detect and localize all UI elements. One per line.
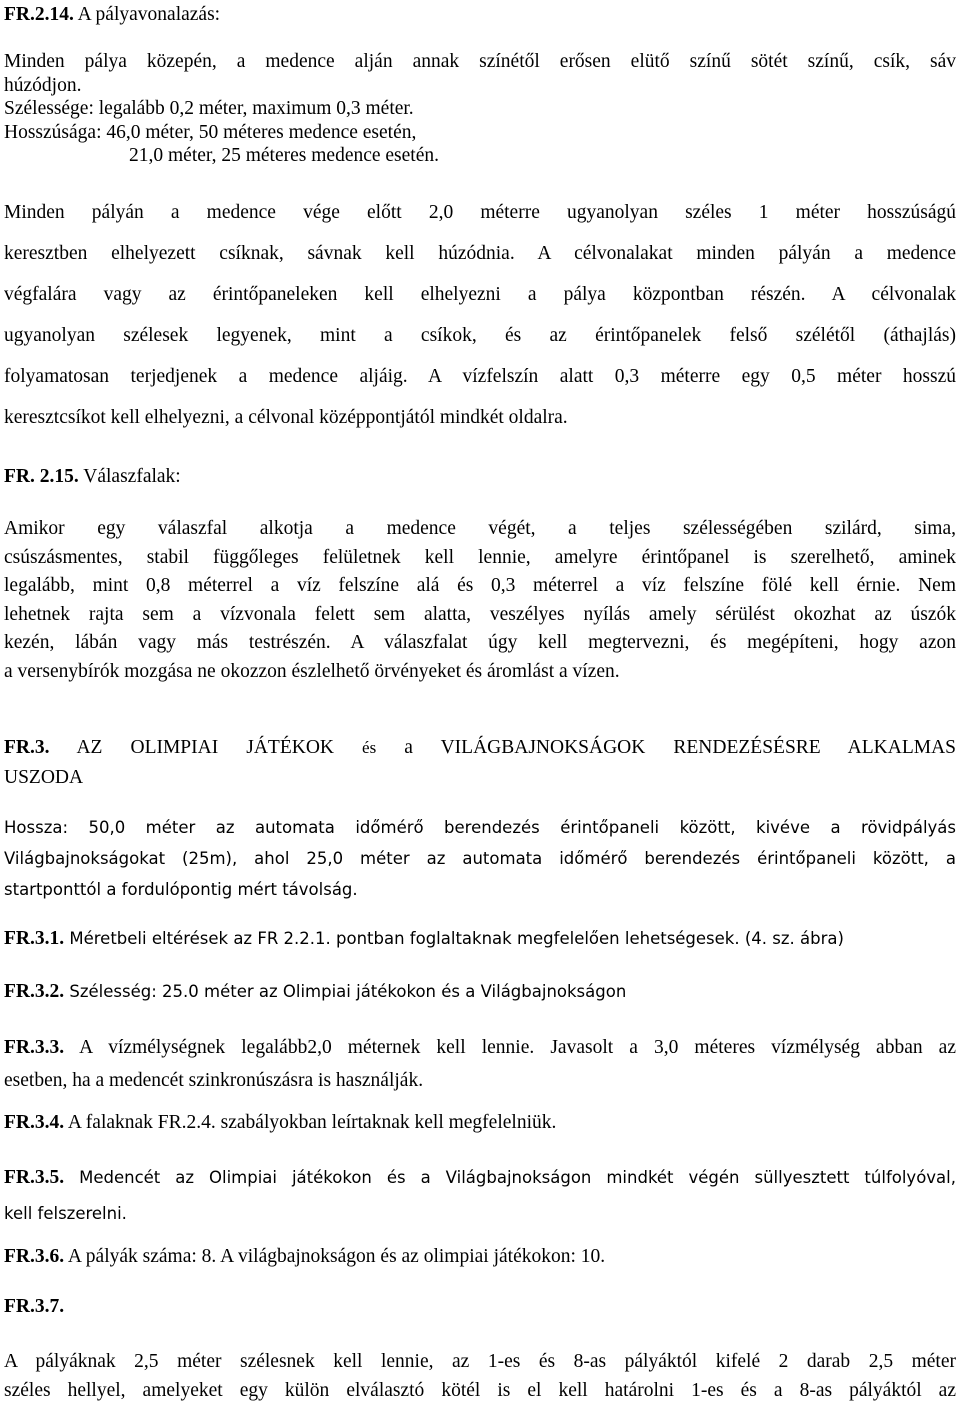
text-line: végfalára vagy az érintőpaneleken kell elhelyezni a pálya központban részén. A célvonalak [4, 284, 956, 305]
item-fr-3-6 [4, 1246, 956, 1268]
section-number: FR.3.3. [4, 1037, 65, 1058]
text-line: Világbajnokságokat (25m), ahol 25,0 méter az automata időmérő berendezés érintőpaneli között, a [4, 849, 956, 868]
section-number: FR.3.1. [4, 928, 65, 949]
paragraph-fr-2-15 [4, 515, 956, 687]
item-fr-3-4 [4, 1112, 956, 1134]
item-fr-3-7 [4, 1296, 956, 1318]
item-text: Szélesség: 25.0 méter az Olimpiai játékokon és a Világbajnokságon [64, 982, 627, 1001]
text-line: A pályáknak 2,5 méter szélesnek kell lennie, az 1-es és 8-as pályáktól kifelé 2 darab 2,5 méter [4, 1351, 956, 1372]
item-text: Medencét az Olimpiai játékokon és a Világbajnokságon mindkét végén süllyesztett túlfolyóval, [64, 1168, 956, 1187]
text-line: Szélessége: legalább 0,2 méter, maximum 0,3 méter. [4, 98, 414, 119]
text-line: Minden pályán a medence vége előtt 2,0 méterre ugyanolyan széles 1 méter hosszúságú [4, 202, 956, 223]
text-line: Minden pálya közepén, a medence alján annak színétől erősen elütő színű sötét színű, csík, sáv [4, 51, 956, 72]
paragraph-fr-2-14-lines [4, 192, 956, 438]
section-number: FR.3.6. [4, 1246, 65, 1267]
section-title: A pályavonalazás: [73, 4, 221, 25]
section-heading-fr-3 [4, 733, 956, 793]
item-text: A vízmélységnek legalább2,0 méternek kell lennie. Javasolt a 3,0 méteres vízmélység abban az [64, 1037, 956, 1058]
text-line: csúszásmentes, stabil függőleges felületnek kell lennie, amelyre érintőpanel is szerelhető, aminek [4, 546, 956, 568]
section-number: FR.3.7. [4, 1296, 65, 1317]
text-line: húzódjon. [4, 74, 82, 96]
section-title-continued: USZODA [4, 767, 84, 788]
paragraph-hossza [4, 812, 956, 905]
section-number: FR.3.2. [4, 981, 65, 1002]
paragraph-fr-2-14-stripe [4, 50, 956, 168]
item-text: A falaknak FR.2.4. szabályokban leírtaknak kell megfelelniük. [64, 1112, 557, 1133]
section-heading-fr-2-15 [4, 466, 956, 488]
section-number: FR.3.4. [4, 1112, 65, 1133]
text-line: 21,0 méter, 25 méteres medence esetén. [129, 145, 440, 166]
item-fr-3-3 [4, 1031, 956, 1097]
item-text: A pályák száma: 8. A világbajnokságon és az olimpiai játékokon: 10. [64, 1246, 606, 1267]
item-text: Méretbeli eltérések az FR 2.2.1. pontban foglaltaknak megfelelően lehetségesek. (4. sz. ábra) [64, 929, 844, 948]
text-line: lehetnek rajta sem a vízvonala felett sem alatta, veszélyes nyílás amely sérülést okozhat az úszók [4, 603, 956, 625]
paragraph-fr-3-7 [4, 1347, 956, 1405]
text-line: Hosszúsága: 46,0 méter, 50 méteres medence esetén, [4, 121, 417, 143]
section-number: FR. 2.15. [4, 466, 79, 487]
text-line: ugyanolyan szélesek legyenek, mint a csíkok, és az érintőpanelek felső szélétől (áthajlás) [4, 325, 956, 346]
text-line: a versenybírók mozgása ne okozzon észlelhető örvényeket és áromlást a vízen. [4, 660, 620, 682]
section-title: Válaszfalak: [78, 466, 181, 487]
text-line: keresztcsíkot kell elhelyezni, a célvonal középpontjától mindkét oldalra. [4, 407, 568, 428]
text-line: kell felszerelni. [4, 1204, 127, 1223]
text-line: legalább, mint 0,8 méterrel a víz felszíne alá és 0,3 méterrel a víz felszíne fölé kell érnie. Nem [4, 575, 956, 597]
item-fr-3-2 [4, 981, 956, 1003]
section-title: AZ OLIMPIAI JÁTÉKOK és a VILÁGBAJNOKSÁGOK RENDEZÉSÉSRE ALKALMAS [49, 737, 956, 758]
section-number: FR.3.5. [4, 1167, 65, 1188]
text-line: kezén, lábán vagy más testrészén. A válaszfalat úgy kell megtervezni, és megépíteni, hogy azon [4, 632, 956, 654]
section-number: FR.2.14. [4, 4, 74, 25]
item-fr-3-1 [4, 928, 956, 950]
text-line: keresztben elhelyezett csíknak, sávnak kell húzódnia. A célvonalakat minden pályán a medence [4, 243, 956, 264]
item-fr-3-5 [4, 1160, 956, 1231]
section-heading-fr-2-14 [4, 4, 956, 26]
text-line: Hossza: 50,0 méter az automata időmérő berendezés érintőpaneli között, kivéve a rövidpályás [4, 818, 956, 837]
section-number: FR.3. [4, 737, 50, 758]
text-line: széles hellyel, amelyeket egy külön elválasztó kötél is el kell határolni 1-es és a 8-as pályáktól az [4, 1380, 956, 1401]
text-line: Amikor egy válaszfal alkotja a medence végét, a teljes szélességében szilárd, sima, [4, 518, 956, 539]
text-line: startponttól a fordulópontig mért távolság. [4, 880, 358, 899]
text-line: folyamatosan terjedjenek a medence aljáig. A vízfelszín alatt 0,3 méterre egy 0,5 méter hosszú [4, 366, 956, 387]
text-line: esetben, ha a medencét szinkronúszásra is használják. [4, 1070, 424, 1091]
